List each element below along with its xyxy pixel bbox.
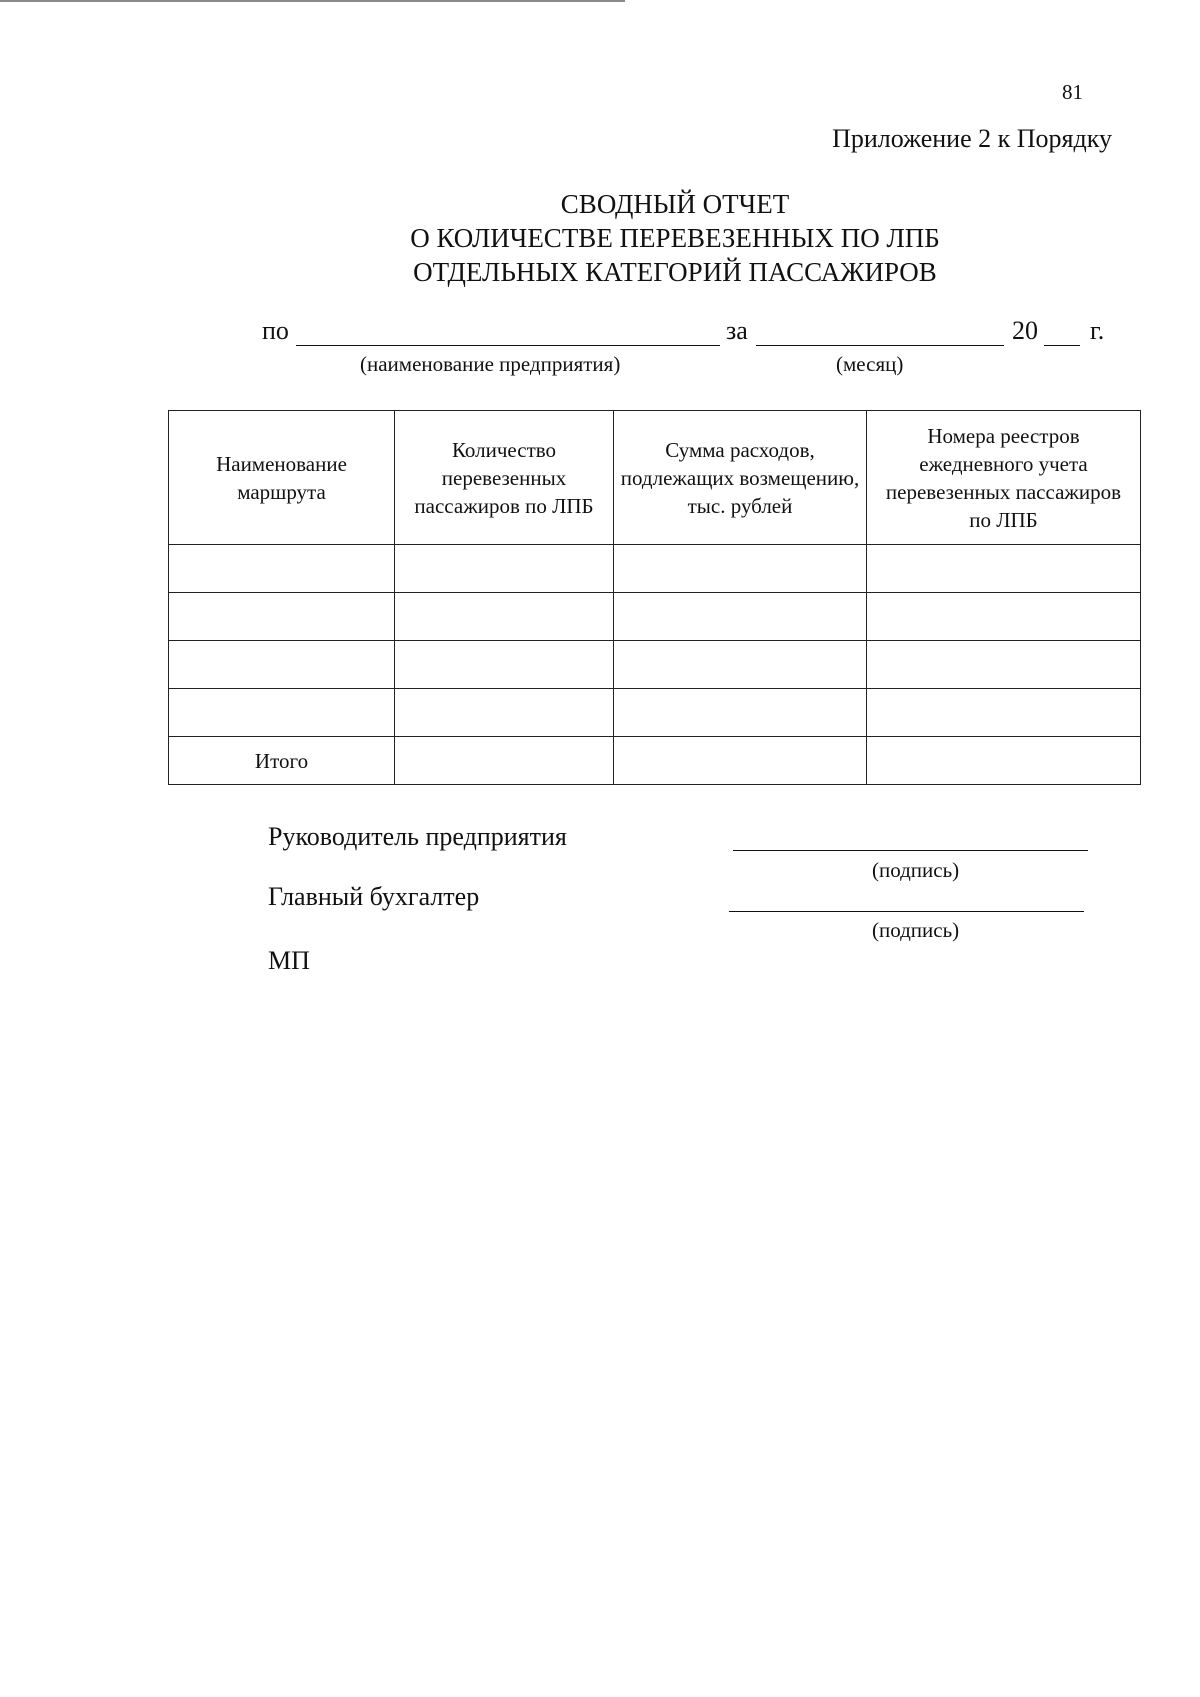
- table-cell[interactable]: [395, 593, 614, 641]
- table-cell[interactable]: [395, 641, 614, 689]
- table-cell[interactable]: [614, 737, 867, 785]
- table-row: [169, 593, 1141, 641]
- table-row: [169, 641, 1141, 689]
- appendix-label: Приложение 2 к Порядку: [832, 124, 1112, 153]
- head-signature-caption: (подпись): [872, 858, 960, 882]
- table-cell[interactable]: [395, 737, 614, 785]
- za-label: за: [726, 316, 748, 345]
- table-cell[interactable]: [614, 593, 867, 641]
- document-title: [300, 187, 1050, 289]
- table-total-row: [169, 737, 1141, 785]
- table-cell[interactable]: [614, 545, 867, 593]
- table-cell[interactable]: [614, 641, 867, 689]
- year-prefix: 20: [1012, 316, 1038, 345]
- table-cell[interactable]: [867, 593, 1141, 641]
- table-cell[interactable]: [867, 641, 1141, 689]
- table-cell[interactable]: [867, 689, 1141, 737]
- table-row: [169, 545, 1141, 593]
- table-cell[interactable]: [395, 545, 614, 593]
- year-suffix: г.: [1090, 316, 1105, 345]
- table-cell[interactable]: [169, 545, 395, 593]
- title-line-2: О КОЛИЧЕСТВЕ ПЕРЕВЕЗЕННЫХ ПО ЛПБ: [410, 223, 940, 253]
- total-label-cell: Итого: [169, 737, 395, 785]
- table-cell[interactable]: [867, 545, 1141, 593]
- head-of-enterprise-label: Руководитель предприятия: [268, 822, 567, 851]
- column-header-expense-sum: Сумма расходов, подлежащих возмещению, тыс. рублей: [614, 411, 867, 545]
- report-table: [168, 410, 1141, 785]
- month-caption: (месяц): [836, 352, 904, 376]
- title-line-3: ОТДЕЛЬНЫХ КАТЕГОРИЙ ПАССАЖИРОВ: [413, 257, 937, 287]
- column-header-route: Наименование маршрута: [169, 411, 395, 545]
- table-cell[interactable]: [395, 689, 614, 737]
- column-header-registry-numbers: Номера реестров ежедневного учета перевезенных пассажиров по ЛПБ: [867, 411, 1141, 545]
- column-header-passenger-count: Количество перевезенных пассажиров по ЛПБ: [395, 411, 614, 545]
- po-label: по: [262, 316, 289, 345]
- year-fill-line[interactable]: [1044, 345, 1080, 346]
- stamp-label: МП: [268, 946, 310, 975]
- enterprise-caption: (наименование предприятия): [360, 352, 621, 376]
- scan-edge-line: [0, 0, 625, 2]
- title-line-1: СВОДНЫЙ ОТЧЕТ: [560, 189, 790, 219]
- month-fill-line[interactable]: [756, 345, 1004, 346]
- table-cell[interactable]: [169, 689, 395, 737]
- table-cell[interactable]: [169, 593, 395, 641]
- table-row: [169, 689, 1141, 737]
- table-cell[interactable]: [169, 641, 395, 689]
- table-cell[interactable]: [614, 689, 867, 737]
- accountant-signature-line[interactable]: [729, 911, 1084, 912]
- page-number: 81: [1062, 80, 1083, 104]
- chief-accountant-label: Главный бухгалтер: [268, 882, 480, 911]
- enterprise-fill-line[interactable]: [296, 345, 720, 346]
- table-cell[interactable]: [867, 737, 1141, 785]
- head-signature-line[interactable]: [733, 850, 1088, 851]
- table-header-row: [169, 411, 1141, 545]
- accountant-signature-caption: (подпись): [872, 918, 960, 942]
